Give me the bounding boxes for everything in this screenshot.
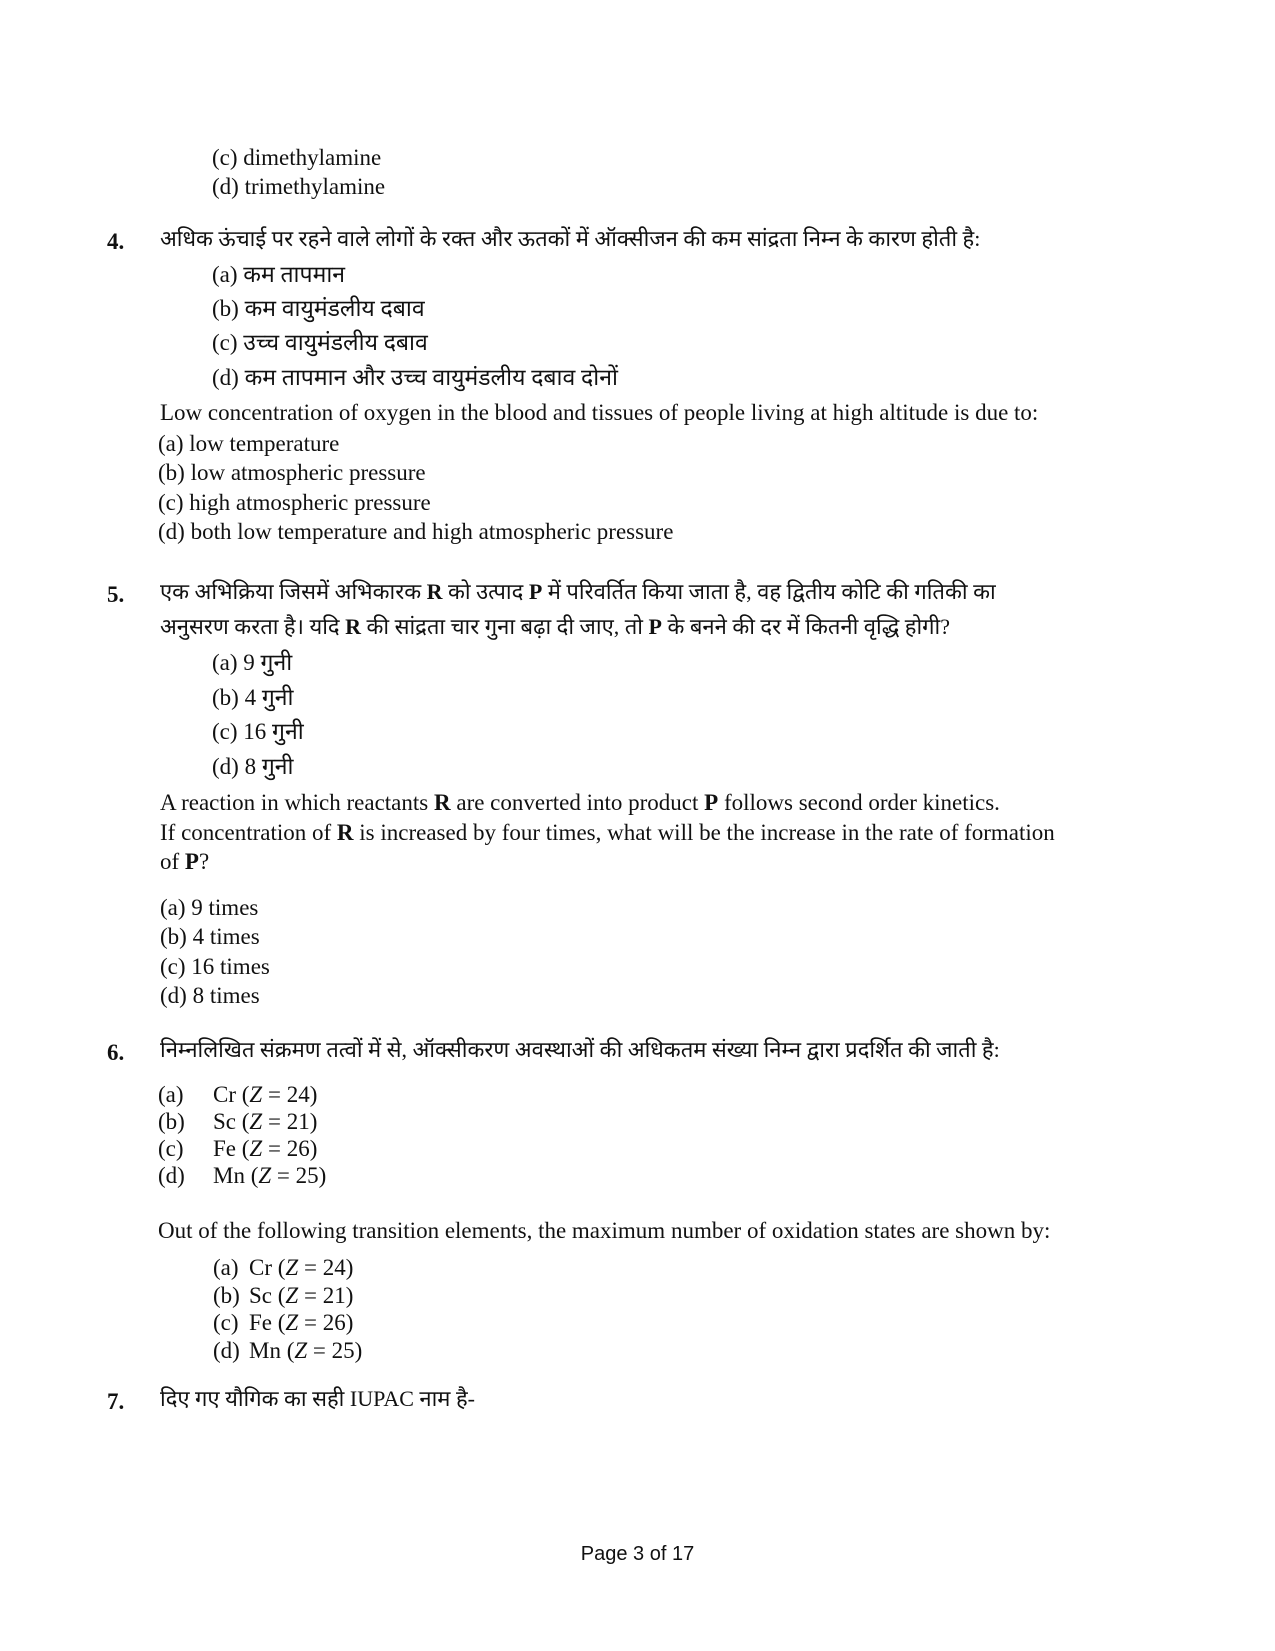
question-6-english-option-c: (c) Fe (Z = 26)	[213, 1310, 354, 1335]
question-5-english-option-d: (d) 8 times	[160, 983, 260, 1008]
question-6-english-option-a: (a) Cr (Z = 24)	[213, 1255, 354, 1280]
question-5-english-line-1: A reaction in which reactants R are converted into product P follows second order kinetics.	[160, 790, 1000, 815]
question-4-hindi-text: अधिक ऊंचाई पर रहने वाले लोगों के रक्त और ऊतकों में ऑक्सीजन की कम सांद्रता निम्न के कारण होती है:	[160, 226, 981, 251]
question-4-english-option-b: (b) low atmospheric pressure	[158, 460, 426, 485]
question-6-hindi-option-b: (b) Sc (Z = 21)	[158, 1109, 318, 1134]
question-5-hindi-option-a: (a) 9 गुनी	[212, 650, 293, 675]
question-4-number: 4.	[107, 229, 125, 254]
question-4-english-text: Low concentration of oxygen in the blood and tissues of people living at high altitude is due to:	[160, 400, 1039, 425]
question-5-english-line-3: of P?	[160, 849, 210, 874]
question-4-hindi-option-c: (c) उच्च वायुमंडलीय दबाव	[212, 330, 428, 355]
question-6-number: 6.	[107, 1040, 125, 1065]
question-4-english-option-a: (a) low temperature	[158, 431, 340, 456]
question-5-hindi-option-b: (b) 4 गुनी	[212, 685, 294, 710]
question-4-hindi-option-b: (b) कम वायुमंडलीय दबाव	[212, 296, 425, 321]
question-6-hindi-option-d: (d) Mn (Z = 25)	[158, 1163, 327, 1188]
question-5-hindi-option-d: (d) 8 गुनी	[212, 754, 294, 779]
question-5-number: 5.	[107, 582, 125, 607]
question-6-hindi-option-c: (c) Fe (Z = 26)	[158, 1136, 318, 1161]
question-6-hindi-text: निम्नलिखित संक्रमण तत्वों में से, ऑक्सीकरण अवस्थाओं की अधिकतम संख्या निम्न द्वारा प्रदर्शित की जाती है:	[160, 1037, 1000, 1062]
question-5-hindi-line-2: अनुसरण करता है। यदि R की सांद्रता चार गुना बढ़ा दी जाए, तो P के बनने की दर में कितनी वृद्धि होगी?	[160, 614, 951, 639]
question-6-english-option-b: (b) Sc (Z = 21)	[213, 1283, 354, 1308]
question-6-english-option-d: (d) Mn (Z = 25)	[213, 1338, 363, 1363]
question-5-hindi-line-1: एक अभिक्रिया जिसमें अभिकारक R को उत्पाद P में परिवर्तित किया जाता है, वह द्वितीय कोटि की गतिकी का	[160, 579, 996, 604]
question-5-english-line-2: If concentration of R is increased by four times, what will be the increase in the rate of formation	[160, 820, 1055, 845]
question-4-hindi-option-d: (d) कम तापमान और उच्च वायुमंडलीय दबाव दोनों	[212, 365, 618, 390]
question-6-english-text: Out of the following transition elements, the maximum number of oxidation states are shown by:	[158, 1218, 1051, 1243]
question-4-hindi-option-a: (a) कम तापमान	[212, 262, 346, 287]
question-7-hindi-text: दिए गए यौगिक का सही IUPAC नाम है-	[160, 1386, 475, 1411]
question-6-hindi-option-a: (a) Cr (Z = 24)	[158, 1082, 318, 1107]
question-5-english-option-a: (a) 9 times	[160, 895, 259, 920]
question-5-hindi-option-c: (c) 16 गुनी	[212, 719, 304, 744]
option-c-dimethylamine: (c) dimethylamine	[212, 145, 382, 170]
question-4-english-option-d: (d) both low temperature and high atmospheric pressure	[158, 519, 674, 544]
question-5-english-option-c: (c) 16 times	[160, 954, 270, 979]
question-5-english-option-b: (b) 4 times	[160, 924, 260, 949]
question-4-english-option-c: (c) high atmospheric pressure	[158, 490, 431, 515]
option-d-trimethylamine: (d) trimethylamine	[212, 174, 386, 199]
question-7-number: 7.	[107, 1389, 125, 1414]
page-number-footer: Page 3 of 17	[580, 1543, 695, 1565]
